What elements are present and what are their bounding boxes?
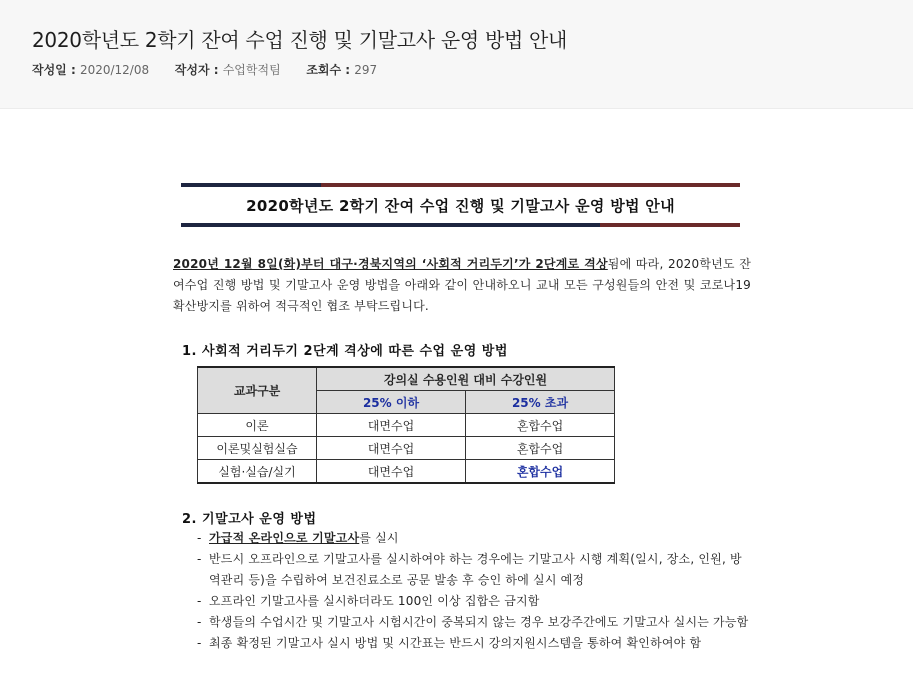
table-sub-header-low: 25% 이하 [317, 391, 466, 414]
table-col-header: 교과구분 [198, 367, 317, 414]
list-item-text: 오프라인 기말고사를 실시하더라도 100인 이상 집합은 금지함 [209, 594, 540, 608]
intro-text: 됨에 따라, 2020학년도 잔여수업 진행 방법 및 기말고사 운영 방법을 아래와 같이 안내하오니 교내 모든 구성원들의 안전 및 코로나19 확산방지를 위하여 적극적인 협조 부탁드립니다. [173, 257, 752, 313]
table-cell-low: 대면수업 [317, 460, 466, 484]
table-cell-high: 혼합수업 [466, 437, 615, 460]
intro-paragraph [173, 254, 751, 317]
table-cell-high: 혼합수업 [466, 414, 615, 437]
table-sub-header-high: 25% 초과 [466, 391, 615, 414]
list-item-text: 를 실시 [359, 531, 399, 545]
table-group-header: 강의실 수용인원 대비 수강인원 [317, 367, 615, 391]
table-row [198, 414, 615, 437]
class-operation-table [197, 366, 615, 484]
table-cell-category: 이론및실험실습 [198, 437, 317, 460]
post-views: 297 [354, 63, 378, 77]
list-item-highlight: 가급적 온라인으로 기말고사 [209, 531, 360, 545]
table-row [198, 460, 615, 484]
list-item-text: 최종 확정된 기말고사 실시 방법 및 시간표는 반드시 강의지원시스템을 통하여 확인하여야 함 [209, 636, 702, 650]
date-label: 작성일 : [32, 63, 80, 77]
views-label: 조회수 : [306, 63, 355, 77]
list-item: - 학생들의 수업시간 및 기말고사 시험시간이 중복되지 않는 경우 보강주간에도 기말고사 실시는 가능함 [197, 615, 749, 629]
title-bar-bottom-accent [600, 223, 740, 227]
post-title: 2020학년도 2학기 잔여 수업 진행 및 기말고사 운영 방법 안내 [32, 28, 568, 52]
author-label: 작성자 : [174, 63, 223, 77]
list-item: - 가급적 온라인으로 기말고사를 실시 [197, 531, 399, 545]
list-item: - 오프라인 기말고사를 실시하더라도 100인 이상 집합은 금지함 [197, 594, 540, 608]
title-bar-top-accent [181, 183, 321, 187]
intro-highlight: 2020년 12월 8일(화)부터 대구·경북지역의 ‘사회적 거리두기’가 2단계로 격상 [173, 257, 608, 271]
table-row [198, 437, 615, 460]
post-date: 2020/12/08 [79, 63, 150, 77]
list-item: - 반드시 오프라인으로 기말고사를 실시하여야 하는 경우에는 기말고사 시행 계획(일시, 장소, 인원, 방역관리 등)을 수립하여 보건진료소로 공문 발송 후 승인 하에 실시 예정 [197, 552, 742, 587]
list-item-text: 반드시 오프라인으로 기말고사를 실시하여야 하는 경우에는 기말고사 시행 계획(일시, 장소, 인원, 방역관리 등)을 수립하여 보건진료소로 공문 발송 후 승인 하에 실시 예정 [209, 552, 742, 587]
table-cell-low: 대면수업 [317, 414, 466, 437]
table-cell-low: 대면수업 [317, 437, 466, 460]
list-item: - 최종 확정된 기말고사 실시 방법 및 시간표는 반드시 강의지원시스템을 통하여 확인하여야 함 [197, 636, 702, 650]
table-cell-category: 이론 [198, 414, 317, 437]
document-title: 2020학년도 2학기 잔여 수업 진행 및 기말고사 운영 방법 안내 [246, 197, 675, 215]
post-author: 수업학적팀 [222, 63, 281, 77]
list-item-text: 학생들의 수업시간 및 기말고사 시험시간이 중복되지 않는 경우 보강주간에도 기말고사 실시는 가능함 [209, 615, 749, 629]
section-1-heading: 1. 사회적 거리두기 2단계 격상에 따른 수업 운영 방법 [182, 344, 508, 359]
section-2-heading: 2. 기말고사 운영 방법 [182, 512, 317, 527]
table-cell-category: 실험·실습/실기 [198, 460, 317, 484]
table-cell-high: 혼합수업 [466, 460, 615, 484]
exam-guidelines-list [197, 528, 753, 654]
